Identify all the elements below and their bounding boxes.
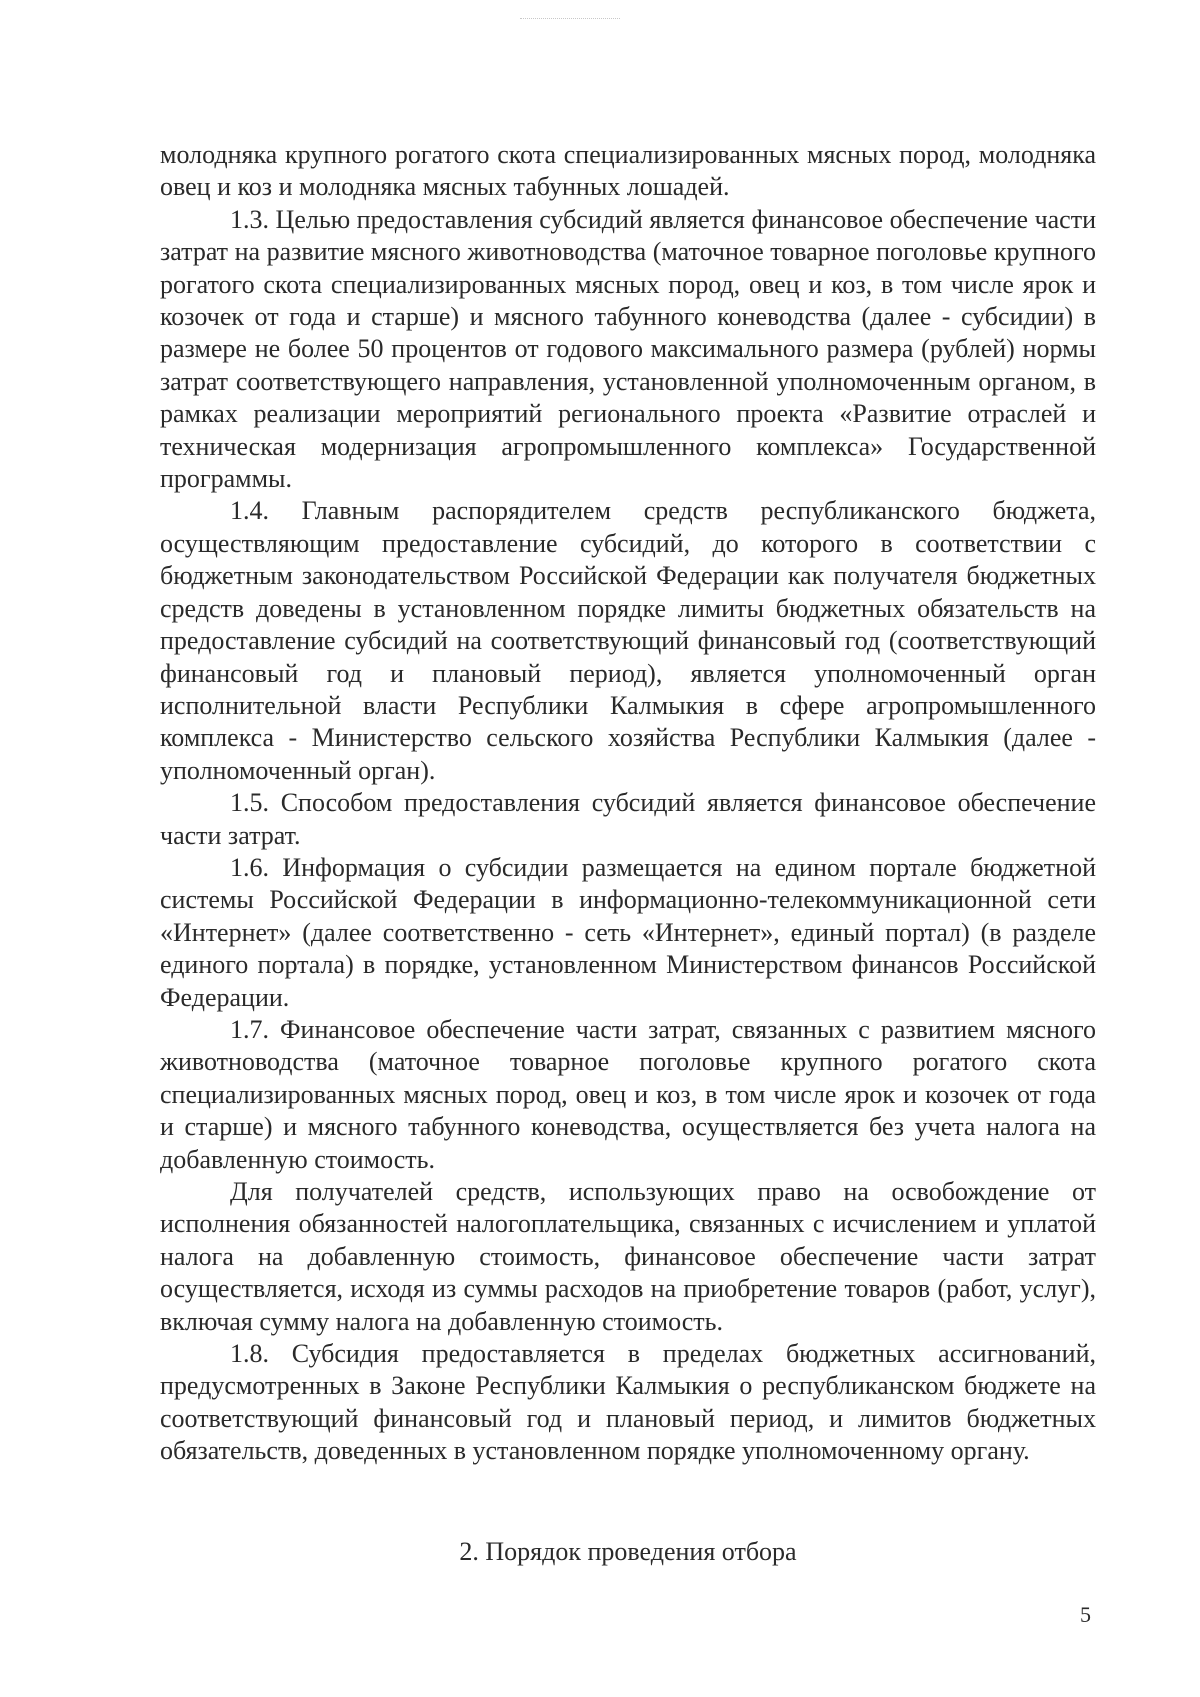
paragraph-1-3: 1.3. Целью предоставления субсидий является финансовое обеспечение части затрат на развитие мясного животноводства (маточное товарное поголовье крупного рогатого скота специализированных мясных пород, овец и коз, в том числе ярок и козочек от года и старше) и мясного табунного коневодства (далее - субсидии) в размере не более 50 процентов от годового максимального размера (рублей) нормы затрат соответствующего направления, установленной уполномоченным органом, в рамках реализации мероприятий регионального проекта «Развитие отраслей и техническая модернизация агропромышленного комплекса» Государственной программы. <box>160 204 1096 494</box>
paragraph-1-5: 1.5. Способом предоставления субсидий является финансовое обеспечение части затрат. <box>160 788 1096 850</box>
paragraph-1-4: 1.4. Главным распорядителем средств республиканского бюджета, осуществляющим предоставление субсидий, до которого в соответствии с бюджетным законодательством Российской Федерации как получателя бюджетных средств доведены в установленном порядке лимиты бюджетных обязательств на предоставление субсидий на соответствующий финансовый год (соответствующий финансовый год и плановый период), является уполномоченный орган исполнительной власти Республики Калмыкия в сфере агропромышленного комплекса - Министерство сельского хозяйства Республики Калмыкия (далее - уполномоченный орган). <box>160 496 1096 785</box>
paragraph-1-7: 1.7. Финансовое обеспечение части затрат, связанных с развитием мясного животноводства (маточное товарное поголовье крупного рогатого скота специализированных мясных пород, овец и коз, в том числе ярок и козочек от года и старше) и мясного табунного коневодства, осуществляется без учета налога на добавленную стоимость. <box>160 1014 1096 1174</box>
document-body <box>160 139 1096 1468</box>
page-number: 5 <box>1080 1602 1091 1627</box>
paragraph-1-6: 1.6. Информация о субсидии размещается на едином портале бюджетной системы Российской Федерации в информационно-телекоммуникационной сети «Интернет» (далее соответственно - сеть «Интернет», единый портал) (в разделе единого портала) в порядке, установленном Министерством финансов Российской Федерации. <box>160 852 1096 1012</box>
paragraph-vat-recipients: Для получателей средств, использующих право на освобождение от исполнения обязанностей налогоплательщика, связанных с исчислением и уплатой налога на добавленную стоимость, финансовое обеспечение части затрат осуществляется, исходя из суммы расходов на приобретение товаров (работ, услуг), включая сумму налога на добавленную стоимость. <box>160 1177 1096 1336</box>
paragraph-1-8: 1.8. Субсидия предоставляется в пределах бюджетных ассигнований, предусмотренных в Законе Республики Калмыкия о республиканском бюджете на соответствующий финансовый год и плановый период, и лимитов бюджетных обязательств, доведенных в установленном порядке уполномоченному органу. <box>160 1339 1096 1466</box>
scan-artifact <box>520 18 620 23</box>
paragraph-continuation: молодняка крупного рогатого скота специализированных мясных пород, молодняка овец и коз и молодняка мясных табунных лошадей. <box>160 140 1096 202</box>
section-heading: 2. Порядок проведения отбора <box>459 1537 797 1566</box>
